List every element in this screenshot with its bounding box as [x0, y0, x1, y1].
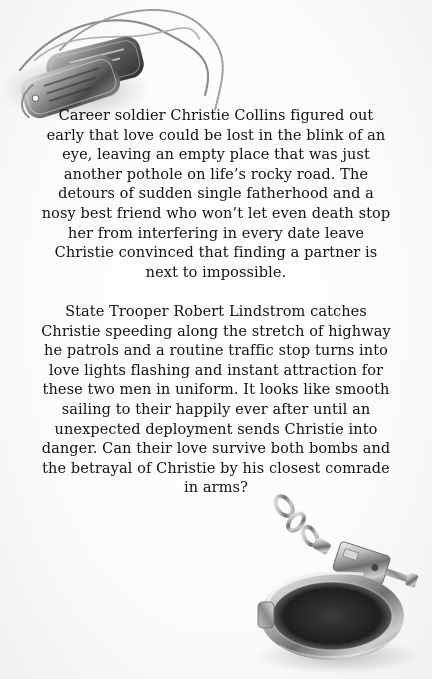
blurb-paragraph-2: State Trooper Robert Lindstrom catches Christie speeding along the stretch of highway he patrols and a routine traffic stop turns into love lights flashing and instant attraction for these two men in uniform. It looks like smooth sailing to their happily ever after until an unexpected deployment sends Christie into danger. Can their love survive both bombs and the betrayal of Christie by his closest comrade in arms? [41, 303, 391, 497]
handcuffs-image [250, 478, 432, 679]
blurb-paragraph-1: Career soldier Christie Collins figured out early that love could be lost in the blink of an eye, leaving an empty place that was just another pothole on life’s rocky road. The detours of sudden single fatherhood and a nosy best friend who won’t let even death stop her from interfering in every date leave Christie convinced that finding a partner is next to impossible. [41, 108, 391, 281]
blurb-text [40, 107, 392, 499]
